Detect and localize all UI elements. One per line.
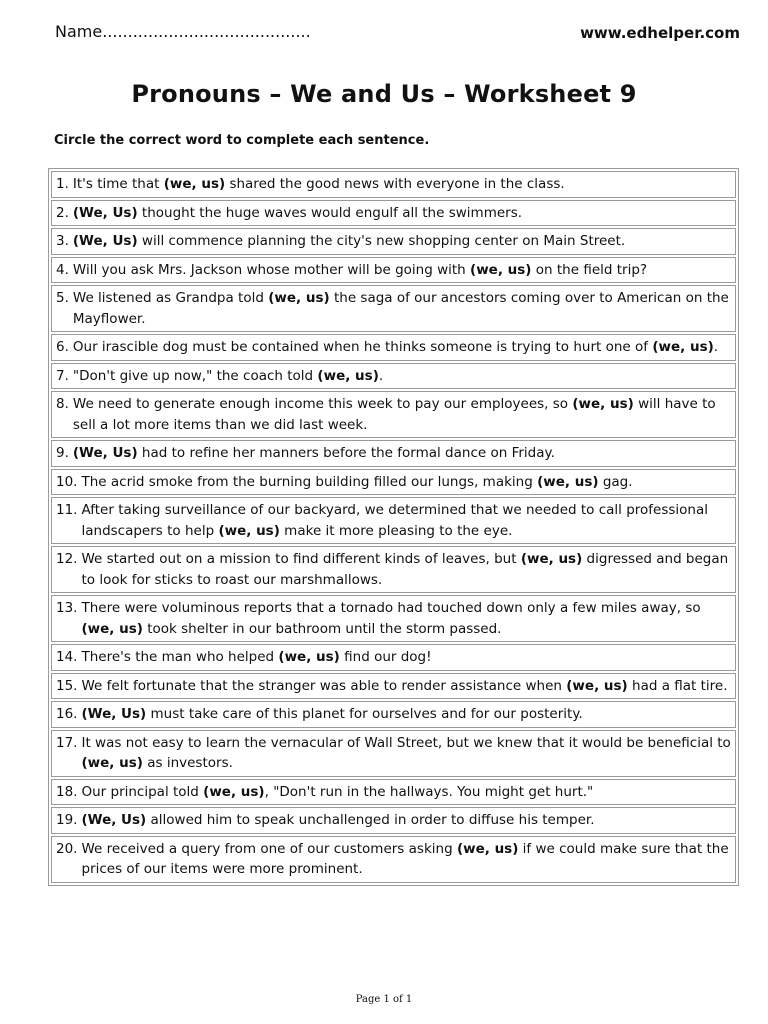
question-text <box>69 443 731 464</box>
question-text <box>69 366 731 387</box>
question-row <box>51 595 736 642</box>
question-row <box>51 200 736 227</box>
sentence-start: "Don't give up now," the coach told <box>72 367 318 384</box>
question-text <box>69 231 731 252</box>
question-number: 14. <box>56 649 78 665</box>
word-choice[interactable]: (we, us) <box>456 840 519 857</box>
page-number: Page 1 of 1 <box>355 994 413 1005</box>
question-row <box>51 644 736 671</box>
word-choice[interactable]: (We, Us) <box>72 233 138 249</box>
question-number: 19. <box>56 812 78 828</box>
sentence-end: thought the huge waves would engulf all the swimmers. <box>137 204 523 221</box>
question-row <box>51 285 736 332</box>
word-choice[interactable]: (we, us) <box>163 176 226 192</box>
question-text <box>77 472 731 493</box>
sentence-end: . <box>713 339 719 355</box>
sentence-start: The acrid smoke from the burning building filled our lungs, making <box>81 473 538 490</box>
question-text <box>77 549 731 590</box>
word-choice[interactable]: (we, us) <box>652 339 714 355</box>
question-number: 18. <box>56 783 78 800</box>
question-text <box>77 810 731 831</box>
question-number: 13. <box>56 600 78 616</box>
question-text <box>69 394 731 435</box>
sentence-end: will commence planning the city's new shopping center on Main Street. <box>137 233 626 249</box>
sentence-start: We need to generate enough income this week to pay our employees, so <box>72 396 573 412</box>
word-choice[interactable]: (we, us) <box>572 396 634 412</box>
instructions: Circle the correct word to complete each sentence. <box>54 133 430 148</box>
question-text <box>69 203 731 224</box>
question-number: 16. <box>56 706 78 722</box>
question-row <box>51 701 736 728</box>
sentence-start: Will you ask Mrs. Jackson whose mother will be going with <box>72 261 471 278</box>
sentence-end: if we could make sure that the prices of our items were more prominent. <box>81 840 729 877</box>
question-text <box>69 174 731 195</box>
sentence-end: find our dog! <box>339 649 432 665</box>
sentence-start: We listened as Grandpa told <box>72 290 269 306</box>
question-number: 1. <box>56 176 69 192</box>
question-number: 8. <box>56 396 69 412</box>
word-choice[interactable]: (We, Us) <box>81 812 147 828</box>
question-text <box>77 500 731 541</box>
question-row <box>51 497 736 544</box>
sentence-start: There were voluminous reports that a tornado had touched down only a few miles away, so <box>81 600 701 616</box>
name-field-label: Name......................................... <box>55 22 311 41</box>
question-text <box>77 647 731 668</box>
sentence-start: We felt fortunate that the stranger was able to render assistance when <box>81 677 567 694</box>
question-number: 7. <box>56 367 69 384</box>
word-choice[interactable]: (we, us) <box>566 677 628 694</box>
question-number: 11. <box>56 502 78 518</box>
sentence-end: had a flat tire. <box>627 677 728 694</box>
question-text <box>77 704 731 725</box>
sentence-end: gag. <box>598 473 633 490</box>
sentence-end: the saga of our ancestors coming over to American on the Mayflower. <box>72 290 729 327</box>
question-number: 10. <box>56 473 78 490</box>
sentence-end: digressed and began to look for sticks to roast our marshmallows. <box>81 551 729 588</box>
question-row <box>51 228 736 255</box>
question-row <box>51 546 736 593</box>
word-choice[interactable]: (We, Us) <box>81 706 147 722</box>
word-choice[interactable]: (we, us) <box>81 620 143 637</box>
question-row <box>51 334 736 361</box>
question-text <box>77 782 731 803</box>
question-row <box>51 673 736 700</box>
sentence-end: , "Don't run in the hallways. You might get hurt." <box>264 783 594 800</box>
word-choice[interactable]: (we, us) <box>81 755 143 771</box>
sentence-start: Our irascible dog must be contained when he thinks someone is trying to hurt one of <box>72 339 653 355</box>
sentence-end: shared the good news with everyone in the class. <box>225 176 565 192</box>
question-row <box>51 363 736 390</box>
question-number: 9. <box>56 445 69 461</box>
question-number: 3. <box>56 233 69 249</box>
word-choice[interactable]: (we, us) <box>537 473 599 490</box>
question-row <box>51 391 736 438</box>
question-row <box>51 836 736 883</box>
sentence-end: . <box>378 367 384 384</box>
word-choice[interactable]: (we, us) <box>520 551 583 567</box>
question-number: 5. <box>56 290 69 306</box>
sentence-end: must take care of this planet for ourselves and for our posterity. <box>146 706 583 722</box>
site-url: www.edhelper.com <box>580 24 740 42</box>
word-choice[interactable]: (we, us) <box>470 261 532 278</box>
question-row <box>51 171 736 198</box>
question-number: 20. <box>56 840 78 857</box>
sentence-end: had to refine her manners before the formal dance on Friday. <box>137 445 555 461</box>
sentence-start: We started out on a mission to find different kinds of leaves, but <box>81 551 521 567</box>
question-number: 2. <box>56 204 69 221</box>
page-header <box>55 22 740 44</box>
sentence-end: as investors. <box>142 755 233 771</box>
question-text <box>69 260 731 281</box>
question-number: 6. <box>56 339 69 355</box>
sentence-end: took shelter in our bathroom until the storm passed. <box>142 620 502 637</box>
question-row <box>51 779 736 806</box>
word-choice[interactable]: (we, us) <box>278 649 340 665</box>
question-text <box>69 288 731 329</box>
sentence-start: Our principal told <box>81 783 204 800</box>
question-row <box>51 730 736 777</box>
question-number: 15. <box>56 677 78 694</box>
sentence-end: on the field trip? <box>531 261 648 278</box>
sentence-start: We received a query from one of our customers asking <box>81 840 457 857</box>
question-number: 17. <box>56 734 78 751</box>
question-text <box>77 676 731 697</box>
sentence-start: After taking surveillance of our backyard, we determined that we needed to call professional landscapers to help <box>81 502 708 539</box>
sentence-start: It's time that <box>72 176 164 192</box>
question-text <box>77 839 731 880</box>
word-choice[interactable]: (We, Us) <box>72 445 138 461</box>
sentence-end: allowed him to speak unchallenged in order to diffuse his temper. <box>146 812 595 828</box>
sentence-start: It was not easy to learn the vernacular of Wall Street, but we knew that it would be beneficial to <box>81 734 731 751</box>
word-choice[interactable]: (we, us) <box>203 783 265 800</box>
question-row <box>51 257 736 284</box>
question-number: 12. <box>56 551 78 567</box>
word-choice[interactable]: (we, us) <box>268 290 330 306</box>
question-text <box>69 337 731 358</box>
word-choice[interactable]: (we, us) <box>218 522 280 539</box>
sentence-start: There's the man who helped <box>81 649 279 665</box>
question-number: 4. <box>56 261 69 278</box>
sentence-end: will have to sell a lot more items than we did last week. <box>72 396 716 433</box>
question-row <box>51 469 736 496</box>
question-row <box>51 440 736 467</box>
word-choice[interactable]: (We, Us) <box>72 204 138 221</box>
sentence-end: make it more pleasing to the eye. <box>279 522 513 539</box>
question-list <box>48 168 739 886</box>
word-choice[interactable]: (we, us) <box>317 367 379 384</box>
question-text <box>77 598 731 639</box>
question-text <box>77 733 731 774</box>
page-title: Pronouns – We and Us – Worksheet 9 <box>131 80 637 108</box>
question-row <box>51 807 736 834</box>
